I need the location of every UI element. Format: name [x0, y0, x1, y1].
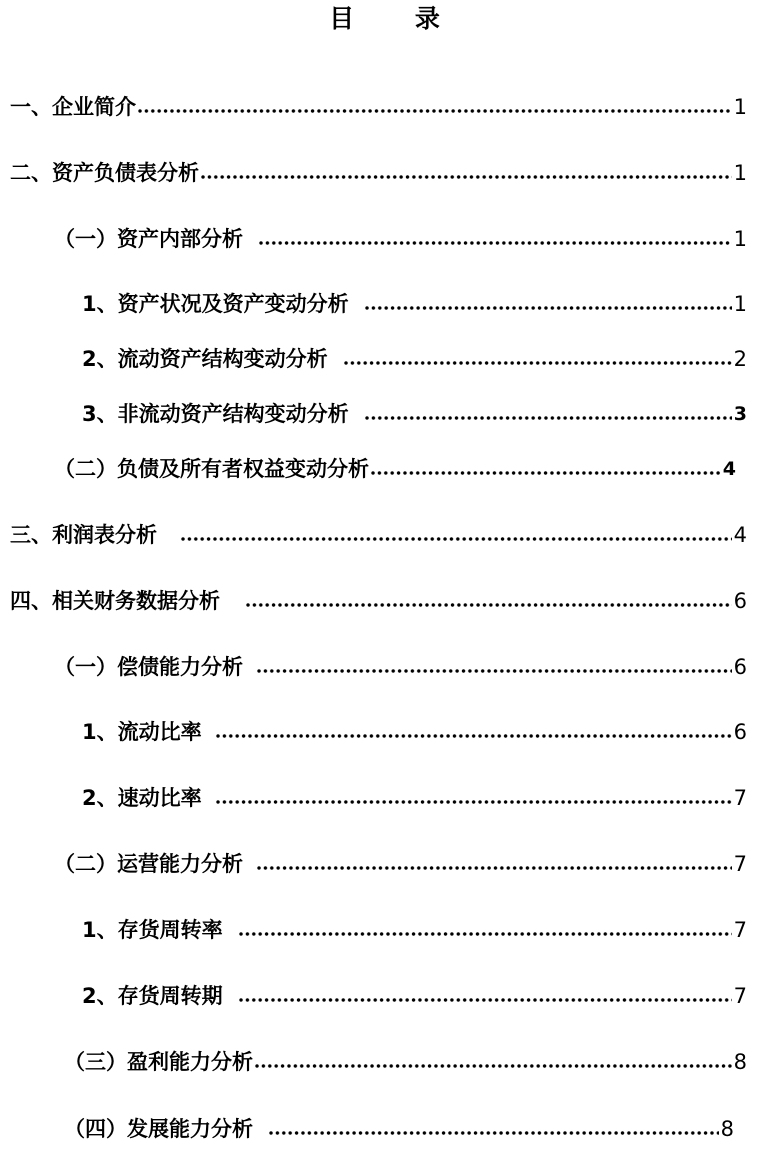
toc-entry-development[interactable]: [64, 1115, 734, 1143]
toc-entry-page: 3: [733, 403, 747, 425]
dot-leader: [246, 603, 732, 607]
dot-leader: [344, 361, 732, 365]
toc-entry-label: 1、流动比率: [82, 720, 202, 744]
dot-leader: [216, 734, 732, 738]
dot-leader: [181, 537, 732, 541]
toc-entry-inventory-turnover-rate[interactable]: [82, 916, 747, 944]
toc-entry-label: 2、存货周转期: [82, 984, 223, 1008]
toc-entry-page: 1: [733, 161, 747, 185]
toc-entry-profitability[interactable]: [64, 1048, 747, 1076]
toc-entry-label: 1、存货周转率: [82, 918, 223, 942]
toc-entry-page: 1: [733, 227, 747, 251]
toc-entry-page: 6: [733, 589, 747, 613]
dot-leader: [201, 175, 732, 179]
toc-entry-label: 1、资产状况及资产变动分析: [82, 292, 349, 316]
toc-entry-label: 二、资产负债表分析: [10, 161, 199, 185]
toc-entry-balance-sheet[interactable]: [10, 159, 747, 187]
dot-leader: [365, 306, 732, 310]
toc-entry-label: （二）负债及所有者权益变动分析: [54, 457, 369, 481]
toc-entry-page: 8: [733, 1050, 747, 1074]
toc-entry-noncurrent-assets[interactable]: [82, 400, 747, 428]
toc-entry-page: 8: [720, 1117, 734, 1141]
toc-entry-label: 2、速动比率: [82, 786, 202, 810]
toc-title: 目 录: [329, 4, 466, 33]
dot-leader: [255, 1064, 732, 1068]
dot-leader: [239, 932, 732, 936]
dot-leader: [216, 800, 732, 804]
toc-entry-page: 4: [733, 523, 747, 547]
toc-entry-label: 3、非流动资产结构变动分析: [82, 402, 349, 426]
toc-entry-label: （三）盈利能力分析: [64, 1050, 253, 1074]
dot-leader: [365, 416, 732, 420]
toc-entry-label: 一、企业简介: [10, 95, 136, 119]
dot-leader: [257, 866, 732, 870]
toc-entry-inventory-turnover-period[interactable]: [82, 982, 747, 1010]
toc-entry-current-assets[interactable]: [82, 345, 747, 373]
toc-entry-page: 1: [733, 292, 747, 316]
toc-entry-page: 7: [733, 786, 747, 810]
dot-leader: [257, 669, 732, 673]
toc-entry-page: 6: [733, 720, 747, 744]
toc-entry-label: 三、利润表分析: [10, 523, 157, 547]
toc-entry-page: 2: [733, 347, 747, 371]
toc-entry-label: （一）偿债能力分析: [54, 655, 243, 679]
toc-entry-income-statement[interactable]: [10, 521, 747, 549]
toc-entry-label: （二）运营能力分析: [54, 852, 243, 876]
toc-entry-label: （四）发展能力分析: [64, 1117, 253, 1141]
toc-entry-asset-status[interactable]: [82, 290, 747, 318]
toc-entry-operating-capacity[interactable]: [54, 850, 747, 878]
toc-entry-page: 1: [733, 95, 747, 119]
dot-leader: [259, 241, 732, 245]
dot-leader: [138, 109, 732, 113]
toc-entry-page: 7: [733, 984, 747, 1008]
toc-entry-liabilities-equity[interactable]: [54, 455, 736, 483]
toc-entry-current-ratio[interactable]: [82, 718, 747, 746]
toc-entry-page: 7: [733, 852, 747, 876]
dot-leader: [269, 1131, 719, 1135]
toc-entry-solvency[interactable]: [54, 653, 747, 681]
toc-entry-label: 四、相关财务数据分析: [10, 589, 220, 613]
dot-leader: [239, 998, 732, 1002]
toc-entry-label: （一）资产内部分析: [54, 227, 243, 251]
toc-entry-page: 4: [722, 458, 736, 480]
toc-entry-page: 6: [733, 655, 747, 679]
toc-entry-quick-ratio[interactable]: [82, 784, 747, 812]
toc-entry-asset-internal[interactable]: [54, 225, 747, 253]
toc-entry-company-profile[interactable]: [10, 93, 747, 121]
toc-entry-label: 2、流动资产结构变动分析: [82, 347, 328, 371]
toc-entry-financial-data[interactable]: [10, 587, 747, 615]
toc-entry-page: 7: [733, 918, 747, 942]
dot-leader: [371, 471, 721, 475]
